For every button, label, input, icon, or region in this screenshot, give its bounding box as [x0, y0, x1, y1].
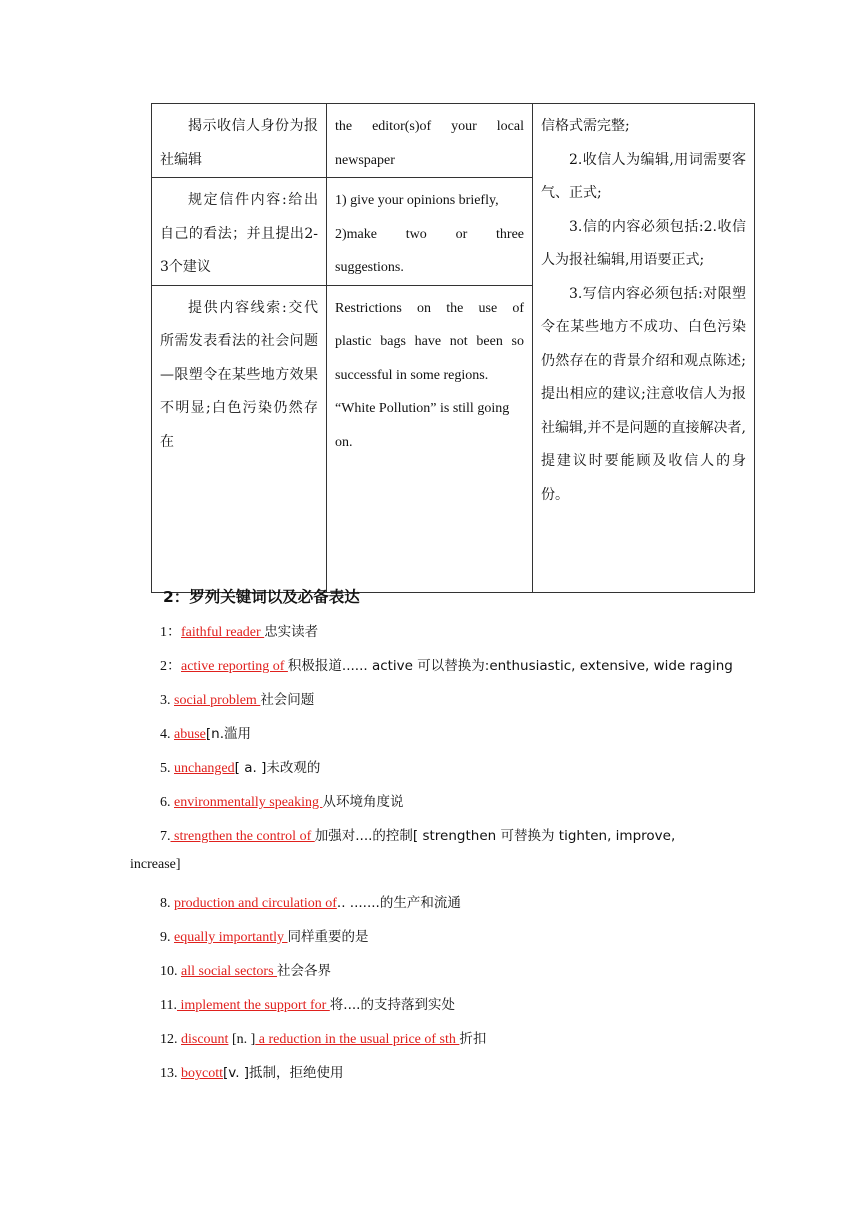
requirements-table	[151, 103, 755, 593]
list-item	[160, 993, 455, 1014]
item-meaning: 将....的支持落到实处	[329, 997, 455, 1013]
item-number: 8.	[160, 896, 174, 911]
list-item	[160, 824, 730, 845]
cell-line: 2)make two or three	[335, 226, 524, 242]
list-item	[160, 925, 369, 946]
right-paragraph: 3.信的内容必须包括:2.收信人为报社编辑,用语要正式;	[541, 218, 746, 268]
list-item	[160, 620, 318, 641]
list-item-continuation: increase]	[130, 857, 181, 872]
item-meaning: 从环境角度说	[322, 794, 404, 810]
cell-line: Restrictions on the use of	[335, 300, 524, 316]
item-term: boycott	[181, 1066, 223, 1081]
section-heading: 2：罗列关键词以及必备表达	[163, 588, 360, 606]
list-item	[160, 959, 331, 980]
list-item	[160, 654, 733, 675]
item-number: 10.	[160, 964, 181, 979]
list-item	[160, 688, 314, 709]
table-cell-left: 提供内容线索:交代所需发表看法的社会问题—限塑令在某些地方效果不明显;白色污染仍然存在	[152, 285, 327, 592]
item-meaning: [ a. ]未改观的	[234, 760, 321, 776]
table-cell-middle	[327, 104, 533, 178]
right-paragraph: 2.收信人为编辑,用词需要客气、正式;	[541, 151, 746, 201]
list-item	[160, 756, 320, 777]
item-term: unchanged	[174, 761, 235, 776]
cell-line: the editor(s)of your local	[335, 119, 524, 134]
item-meaning: [n.滥用	[205, 726, 252, 742]
right-paragraph: 信格式需完整;	[541, 118, 630, 134]
item-meaning: .. .......的生产和流通	[336, 895, 461, 911]
item-number: 11.	[160, 998, 177, 1013]
item-number: 5.	[160, 761, 174, 776]
item-number: 3.	[160, 693, 174, 708]
item-number: 9.	[160, 930, 174, 945]
item-number: 12.	[160, 1032, 181, 1047]
list-item	[160, 1061, 344, 1082]
item-number: 1：	[160, 625, 181, 640]
item-definition: a reduction in the usual price of sth	[255, 1032, 460, 1047]
item-number: 2：	[160, 659, 181, 674]
item-term: discount	[181, 1032, 229, 1047]
cell-line: 1) give your opinions briefly,	[335, 193, 499, 208]
table-cell-middle	[327, 285, 533, 592]
item-term: production and circulation of	[174, 896, 337, 911]
item-meaning: 加强对....的控制[ strengthen 可替换为 tighten, improve,	[314, 828, 676, 844]
cell-line: plastic bags have not been so	[335, 334, 524, 349]
cell-line: newspaper	[335, 152, 395, 168]
item-meaning: [v. ]抵制，拒绝使用	[223, 1065, 344, 1081]
list-item	[160, 790, 404, 811]
item-number: 6.	[160, 795, 174, 810]
cell-line: “White Pollution” is still going	[335, 401, 510, 416]
item-term: strengthen the control of	[170, 829, 315, 844]
item-term: equally importantly	[174, 930, 288, 945]
item-term: faithful reader	[181, 625, 265, 640]
cell-line: suggestions.	[335, 260, 404, 275]
item-term: implement the support for	[176, 998, 330, 1013]
item-term: social problem	[174, 693, 261, 708]
table-cell-middle	[327, 178, 533, 286]
item-pos: [n. ]	[228, 1032, 256, 1047]
item-term: active reporting of	[181, 659, 288, 674]
item-meaning: 同样重要的是	[287, 929, 369, 945]
cell-line: on.	[335, 434, 353, 450]
cell-line: successful in some regions.	[335, 367, 489, 383]
item-meaning: 社会各界	[277, 963, 332, 979]
list-item	[160, 891, 461, 912]
item-term: all social sectors	[181, 964, 278, 979]
item-number: 4.	[160, 727, 174, 742]
item-meaning: 积极报道...... active 可以替换为:enthusiastic, extensive, wide raging	[287, 658, 733, 674]
table-cell-right	[533, 104, 755, 593]
item-term: abuse	[174, 727, 206, 742]
list-item	[160, 1027, 486, 1048]
item-meaning: 社会问题	[260, 692, 315, 708]
right-paragraph: 3.写信内容必须包括:对限塑令在某些地方不成功、白色污染仍然存在的背景介绍和观点陈述;提出相应的建议;注意收信人为报社编辑,并不是问题的直接解决者,提建议时要能顾及收信人的身份。	[541, 285, 746, 503]
item-meaning: 折扣	[459, 1031, 487, 1047]
list-item	[160, 722, 251, 743]
item-term: environmentally speaking	[174, 795, 323, 810]
item-meaning: 忠实读者	[264, 624, 319, 640]
item-number: 13.	[160, 1066, 181, 1081]
table-cell-left: 规定信件内容:给出自己的看法；并且提出2-3个建议	[152, 178, 327, 286]
table-cell-left: 揭示收信人身份为报社编辑	[152, 104, 327, 178]
table-row	[152, 104, 755, 178]
item-number: 7.	[160, 829, 171, 844]
